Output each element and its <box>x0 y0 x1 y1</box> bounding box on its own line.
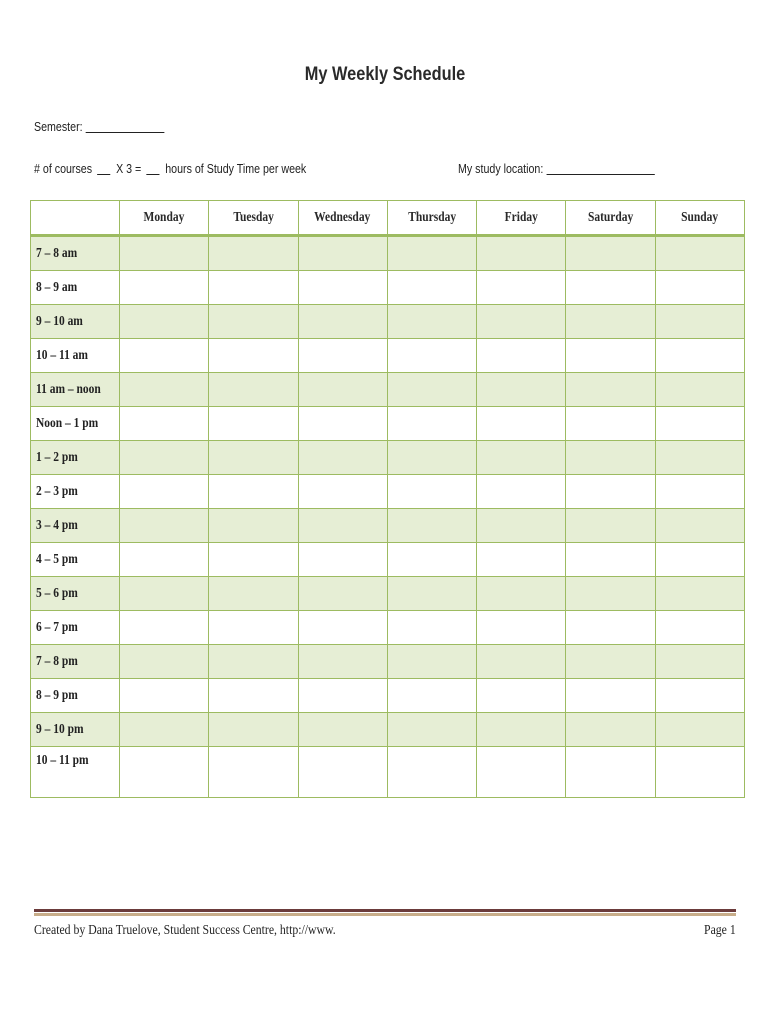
schedule-cell-tuesday[interactable] <box>209 305 298 339</box>
schedule-cell-saturday[interactable] <box>566 339 655 373</box>
schedule-cell-thursday[interactable] <box>387 509 476 543</box>
footer-credit: Created by Dana Truelove, Student Success Centre, http://www. <box>34 923 336 938</box>
schedule-cell-wednesday[interactable] <box>298 747 387 798</box>
location-line <box>458 161 655 176</box>
schedule-cell-wednesday[interactable] <box>298 645 387 679</box>
schedule-cell-friday[interactable] <box>477 713 566 747</box>
schedule-cell-sunday[interactable] <box>655 373 744 407</box>
schedule-cell-friday[interactable] <box>477 543 566 577</box>
schedule-cell-thursday[interactable] <box>387 407 476 441</box>
schedule-cell-thursday[interactable] <box>387 305 476 339</box>
schedule-cell-saturday[interactable] <box>566 611 655 645</box>
schedule-cell-friday[interactable] <box>477 339 566 373</box>
schedule-cell-saturday[interactable] <box>566 713 655 747</box>
schedule-cell-saturday[interactable] <box>566 679 655 713</box>
schedule-cell-tuesday[interactable] <box>209 713 298 747</box>
time-slot-label: 7 – 8 am <box>31 236 120 271</box>
schedule-cell-tuesday[interactable] <box>209 441 298 475</box>
schedule-cell-friday[interactable] <box>477 407 566 441</box>
time-slot-label: 3 – 4 pm <box>31 509 120 543</box>
schedule-cell-sunday[interactable] <box>655 543 744 577</box>
schedule-cell-friday[interactable] <box>477 509 566 543</box>
day-header-sunday: Sunday <box>655 201 744 236</box>
courses-label: # of courses <box>34 161 93 176</box>
schedule-cell-saturday[interactable] <box>566 509 655 543</box>
page-number: Page 1 <box>704 923 736 938</box>
schedule-cell-sunday[interactable] <box>655 236 744 271</box>
schedule-cell-saturday[interactable] <box>566 441 655 475</box>
time-slot-label: 10 – 11 am <box>31 339 120 373</box>
time-slot-label: 9 – 10 pm <box>31 713 120 747</box>
schedule-cell-wednesday[interactable] <box>298 305 387 339</box>
schedule-cell-tuesday[interactable] <box>209 611 298 645</box>
schedule-cell-monday[interactable] <box>120 407 209 441</box>
schedule-cell-sunday[interactable] <box>655 441 744 475</box>
schedule-cell-thursday[interactable] <box>387 543 476 577</box>
study-hours-blank[interactable] <box>147 162 160 175</box>
schedule-cell-friday[interactable] <box>477 373 566 407</box>
schedule-cell-thursday[interactable] <box>387 713 476 747</box>
day-header-wednesday: Wednesday <box>298 201 387 236</box>
time-slot-label: 9 – 10 am <box>31 305 120 339</box>
schedule-cell-monday[interactable] <box>120 577 209 611</box>
schedule-cell-saturday[interactable] <box>566 747 655 798</box>
schedule-cell-tuesday[interactable] <box>209 509 298 543</box>
time-slot-label: 6 – 7 pm <box>31 611 120 645</box>
schedule-row <box>31 611 745 645</box>
study-hours-label: hours of Study Time per week <box>165 161 307 176</box>
time-slot-label: 5 – 6 pm <box>31 577 120 611</box>
schedule-cell-thursday[interactable] <box>387 679 476 713</box>
schedule-cell-tuesday[interactable] <box>209 747 298 798</box>
schedule-cell-thursday[interactable] <box>387 271 476 305</box>
schedule-cell-tuesday[interactable] <box>209 645 298 679</box>
schedule-cell-sunday[interactable] <box>655 305 744 339</box>
courses-count-blank[interactable] <box>98 162 111 175</box>
schedule-row <box>31 747 745 798</box>
courses-line <box>34 161 306 176</box>
schedule-cell-thursday[interactable] <box>387 645 476 679</box>
schedule-cell-thursday[interactable] <box>387 611 476 645</box>
schedule-cell-sunday[interactable] <box>655 339 744 373</box>
schedule-cell-friday[interactable] <box>477 305 566 339</box>
schedule-cell-saturday[interactable] <box>566 236 655 271</box>
page-title: My Weekly Schedule <box>304 64 466 85</box>
schedule-cell-thursday[interactable] <box>387 475 476 509</box>
schedule-cell-thursday[interactable] <box>387 373 476 407</box>
schedule-cell-friday[interactable] <box>477 577 566 611</box>
schedule-cell-monday[interactable] <box>120 441 209 475</box>
schedule-cell-monday[interactable] <box>120 373 209 407</box>
schedule-cell-tuesday[interactable] <box>209 236 298 271</box>
schedule-cell-friday[interactable] <box>477 679 566 713</box>
schedule-cell-wednesday[interactable] <box>298 611 387 645</box>
schedule-cell-tuesday[interactable] <box>209 679 298 713</box>
semester-label: Semester: <box>34 119 83 134</box>
schedule-cell-tuesday[interactable] <box>209 373 298 407</box>
schedule-cell-saturday[interactable] <box>566 271 655 305</box>
schedule-cell-sunday[interactable] <box>655 475 744 509</box>
day-header-monday: Monday <box>120 201 209 236</box>
footer-divider-dark <box>34 909 736 912</box>
schedule-row <box>31 441 745 475</box>
semester-blank[interactable] <box>86 120 165 133</box>
time-slot-label: 10 – 11 pm <box>31 747 120 798</box>
schedule-cell-wednesday[interactable] <box>298 509 387 543</box>
schedule-cell-saturday[interactable] <box>566 577 655 611</box>
schedule-cell-thursday[interactable] <box>387 236 476 271</box>
courses-multiplier: X 3 = <box>116 161 142 176</box>
day-header-saturday: Saturday <box>566 201 655 236</box>
schedule-cell-thursday[interactable] <box>387 577 476 611</box>
schedule-row <box>31 645 745 679</box>
schedule-cell-monday[interactable] <box>120 713 209 747</box>
schedule-row <box>31 509 745 543</box>
schedule-cell-monday[interactable] <box>120 543 209 577</box>
day-header-thursday: Thursday <box>387 201 476 236</box>
schedule-row <box>31 713 745 747</box>
time-slot-label: 8 – 9 am <box>31 271 120 305</box>
schedule-cell-monday[interactable] <box>120 475 209 509</box>
schedule-row <box>31 475 745 509</box>
schedule-cell-sunday[interactable] <box>655 407 744 441</box>
schedule-row <box>31 407 745 441</box>
schedule-cell-wednesday[interactable] <box>298 236 387 271</box>
schedule-cell-wednesday[interactable] <box>298 441 387 475</box>
schedule-cell-monday[interactable] <box>120 611 209 645</box>
time-slot-label: 8 – 9 pm <box>31 679 120 713</box>
schedule-cell-friday[interactable] <box>477 271 566 305</box>
time-slot-label: Noon – 1 pm <box>31 407 120 441</box>
schedule-row <box>31 339 745 373</box>
schedule-cell-wednesday[interactable] <box>298 407 387 441</box>
time-slot-label: 4 – 5 pm <box>31 543 120 577</box>
schedule-cell-saturday[interactable] <box>566 407 655 441</box>
schedule-cell-wednesday[interactable] <box>298 713 387 747</box>
schedule-cell-sunday[interactable] <box>655 713 744 747</box>
schedule-row <box>31 373 745 407</box>
time-slot-label: 7 – 8 pm <box>31 645 120 679</box>
schedule-cell-monday[interactable] <box>120 645 209 679</box>
schedule-cell-friday[interactable] <box>477 475 566 509</box>
schedule-row <box>31 271 745 305</box>
corner-cell <box>31 201 120 236</box>
schedule-cell-thursday[interactable] <box>387 747 476 798</box>
schedule-cell-wednesday[interactable] <box>298 271 387 305</box>
schedule-cell-tuesday[interactable] <box>209 339 298 373</box>
schedule-cell-tuesday[interactable] <box>209 407 298 441</box>
schedule-cell-monday[interactable] <box>120 236 209 271</box>
schedule-cell-sunday[interactable] <box>655 645 744 679</box>
time-slot-label: 11 am – noon <box>31 373 120 407</box>
schedule-cell-monday[interactable] <box>120 305 209 339</box>
schedule-cell-saturday[interactable] <box>566 373 655 407</box>
schedule-cell-friday[interactable] <box>477 645 566 679</box>
schedule-cell-wednesday[interactable] <box>298 373 387 407</box>
schedule-cell-monday[interactable] <box>120 747 209 798</box>
time-slot-label: 2 – 3 pm <box>31 475 120 509</box>
schedule-cell-sunday[interactable] <box>655 747 744 798</box>
schedule-cell-monday[interactable] <box>120 509 209 543</box>
schedule-cell-sunday[interactable] <box>655 509 744 543</box>
schedule-cell-saturday[interactable] <box>566 543 655 577</box>
schedule-cell-tuesday[interactable] <box>209 543 298 577</box>
schedule-cell-thursday[interactable] <box>387 339 476 373</box>
schedule-row <box>31 679 745 713</box>
schedule-cell-tuesday[interactable] <box>209 577 298 611</box>
time-slot-label: 1 – 2 pm <box>31 441 120 475</box>
location-blank[interactable] <box>547 162 655 175</box>
schedule-cell-wednesday[interactable] <box>298 475 387 509</box>
schedule-cell-sunday[interactable] <box>655 679 744 713</box>
day-header-friday: Friday <box>477 201 566 236</box>
location-label: My study location: <box>458 161 544 176</box>
schedule-cell-sunday[interactable] <box>655 577 744 611</box>
schedule-cell-wednesday[interactable] <box>298 543 387 577</box>
schedule-cell-saturday[interactable] <box>566 475 655 509</box>
schedule-row <box>31 236 745 271</box>
schedule-body <box>31 236 745 798</box>
schedule-cell-monday[interactable] <box>120 679 209 713</box>
schedule-row <box>31 577 745 611</box>
header-row <box>31 201 745 236</box>
schedule-cell-monday[interactable] <box>120 339 209 373</box>
schedule-cell-friday[interactable] <box>477 747 566 798</box>
schedule-cell-sunday[interactable] <box>655 611 744 645</box>
schedule-cell-saturday[interactable] <box>566 645 655 679</box>
schedule-cell-tuesday[interactable] <box>209 475 298 509</box>
day-header-tuesday: Tuesday <box>209 201 298 236</box>
schedule-row <box>31 543 745 577</box>
semester-line <box>34 119 165 134</box>
schedule-cell-saturday[interactable] <box>566 305 655 339</box>
schedule-cell-friday[interactable] <box>477 236 566 271</box>
schedule-cell-monday[interactable] <box>120 271 209 305</box>
weekly-schedule-table <box>30 200 745 798</box>
schedule-cell-wednesday[interactable] <box>298 577 387 611</box>
schedule-cell-friday[interactable] <box>477 611 566 645</box>
schedule-cell-wednesday[interactable] <box>298 339 387 373</box>
schedule-cell-wednesday[interactable] <box>298 679 387 713</box>
schedule-cell-sunday[interactable] <box>655 271 744 305</box>
footer-divider-light <box>34 913 736 916</box>
schedule-row <box>31 305 745 339</box>
schedule-cell-tuesday[interactable] <box>209 271 298 305</box>
schedule-cell-thursday[interactable] <box>387 441 476 475</box>
schedule-cell-friday[interactable] <box>477 441 566 475</box>
